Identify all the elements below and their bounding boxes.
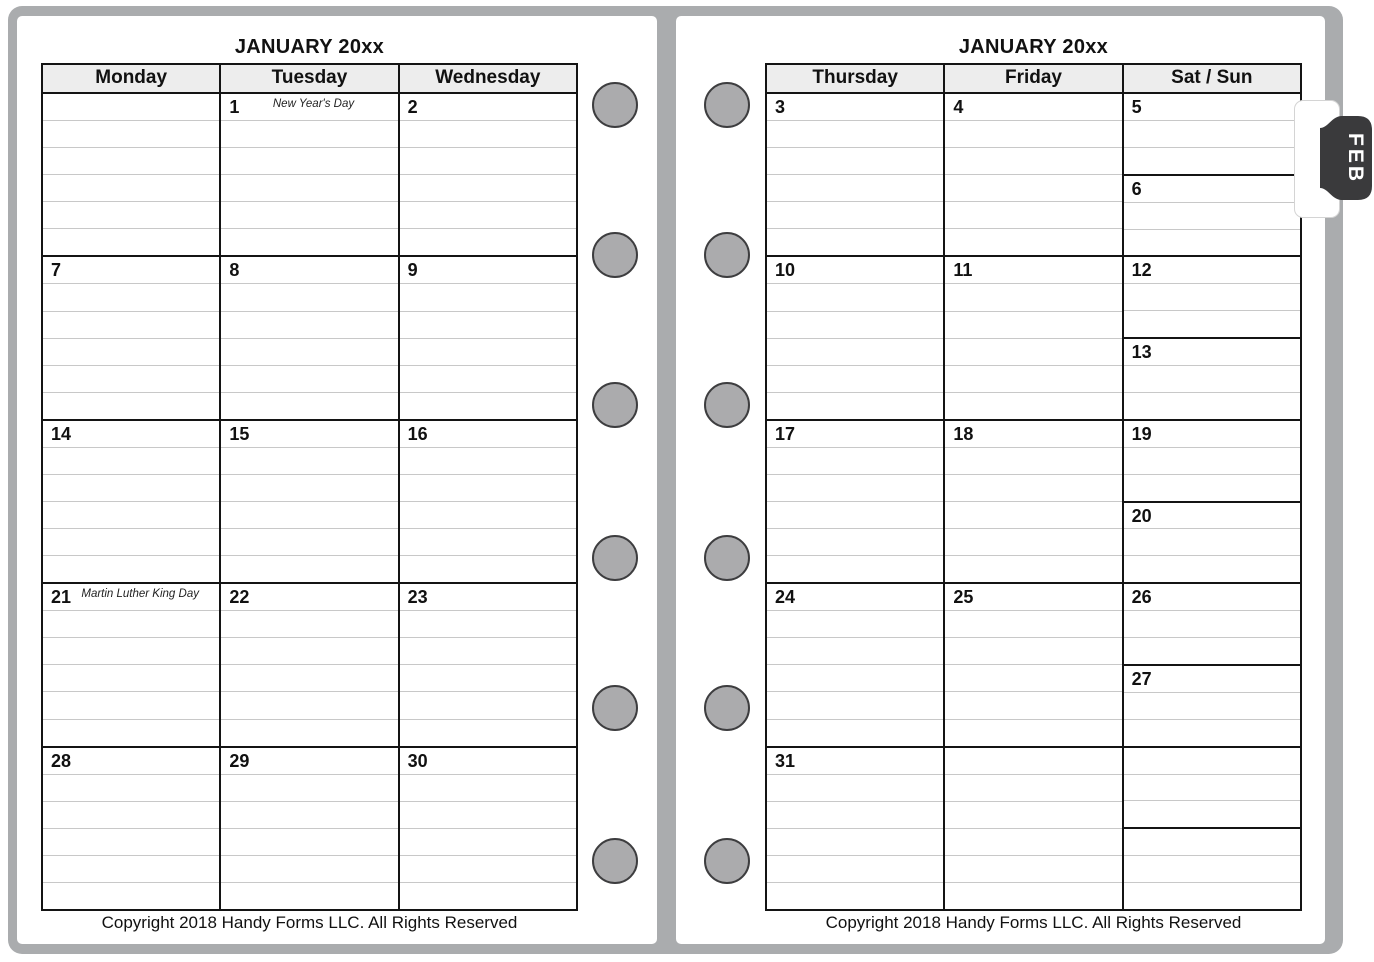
ruled-line: [43, 421, 219, 447]
week-row: [767, 419, 1300, 582]
day-number: 23: [407, 587, 428, 608]
ruled-line: [400, 719, 576, 746]
ruled-line: [767, 147, 943, 174]
ruled-line: [1124, 584, 1300, 610]
ruled-line: [1124, 339, 1300, 365]
ruled-line: [945, 528, 1121, 555]
ruled-line: [221, 338, 397, 365]
day-cell[interactable]: [943, 94, 1121, 255]
satsun-cell[interactable]: [1122, 421, 1300, 582]
ruled-line: [767, 447, 943, 474]
ruled-line: [43, 283, 219, 310]
ruled-line: [1124, 855, 1300, 882]
ruled-line: [945, 174, 1121, 201]
ruled-line: [767, 283, 943, 310]
binder-hole: [592, 232, 638, 278]
ruled-line: [1124, 202, 1300, 229]
ruled-line: [400, 882, 576, 909]
ruled-line: [221, 691, 397, 718]
saturday-half: [1124, 584, 1300, 664]
week-row: [767, 582, 1300, 745]
page-title-right: JANUARY 20xx: [958, 36, 1109, 58]
ruled-line: [221, 528, 397, 555]
week-row: [43, 582, 576, 745]
day-number: 15: [229, 423, 250, 444]
day-cell[interactable]: [398, 94, 576, 255]
copyright-left: Copyright 2018 Handy Forms LLC. All Rights Reserved: [101, 913, 518, 932]
day-number: 9: [407, 260, 418, 281]
ruled-line: [767, 664, 943, 691]
ruled-line: [221, 283, 397, 310]
ruled-line: [43, 447, 219, 474]
ruled-line: [43, 555, 219, 582]
day-number: 7: [51, 260, 62, 281]
day-number: 6: [1131, 178, 1142, 199]
day-number: 5: [1131, 97, 1142, 117]
ruled-line: [1124, 474, 1300, 501]
page-right: [676, 16, 1325, 944]
ruled-line: [767, 174, 943, 201]
ruled-line: [221, 365, 397, 392]
binder-hole: [592, 535, 638, 581]
ruled-line: [43, 748, 219, 774]
ruled-line: [400, 664, 576, 691]
ruled-line: [1124, 610, 1300, 637]
day-number: [945, 748, 953, 751]
ruled-line: [221, 201, 397, 228]
day-cell[interactable]: [219, 421, 397, 582]
sunday-half: [1124, 827, 1300, 909]
day-cell[interactable]: [398, 748, 576, 909]
ruled-line: [400, 392, 576, 419]
ruled-line: [43, 584, 219, 610]
binder-hole: [592, 82, 638, 128]
ruled-line: [43, 147, 219, 174]
ruled-line: [43, 365, 219, 392]
day-cell[interactable]: [43, 421, 219, 582]
satsun-cell[interactable]: [1122, 257, 1300, 418]
ruled-line: [400, 120, 576, 147]
sunday-half: [1124, 337, 1300, 419]
ruled-line: [767, 610, 943, 637]
ruled-line: [767, 501, 943, 528]
ruled-line: [400, 501, 576, 528]
ruled-line: [400, 257, 576, 283]
day-cell[interactable]: [767, 257, 943, 418]
satsun-cell[interactable]: [1122, 748, 1300, 909]
ruled-line: [221, 501, 397, 528]
ruled-line: [43, 201, 219, 228]
ruled-line: [767, 882, 943, 909]
ruled-line: [945, 719, 1121, 746]
ruled-line: [221, 828, 397, 855]
ruled-line: [945, 257, 1121, 283]
ruled-line: [221, 447, 397, 474]
ruled-line: [400, 691, 576, 718]
ruled-line: [1124, 829, 1300, 855]
ruled-line: [221, 748, 397, 774]
ruled-line: [43, 501, 219, 528]
ruled-line: [221, 174, 397, 201]
ruled-line: [767, 719, 943, 746]
ruled-line: [221, 147, 397, 174]
ruled-line: [945, 201, 1121, 228]
day-number: 1: [229, 97, 240, 117]
weekday-header-row-left: [43, 65, 576, 94]
ruled-line: [400, 555, 576, 582]
ruled-line: [945, 120, 1121, 147]
week-row: [767, 746, 1300, 909]
binder-hole: [592, 382, 638, 428]
ruled-line: [43, 228, 219, 255]
ruled-line: [221, 801, 397, 828]
ruled-line: [400, 855, 576, 882]
binder-hole: [704, 382, 750, 428]
day-number: 26: [1131, 587, 1152, 608]
day-number: 13: [1131, 342, 1152, 363]
ruled-line: [43, 257, 219, 283]
ruled-line: [221, 94, 397, 120]
ruled-line: [221, 637, 397, 664]
ruled-line: [945, 774, 1121, 801]
ruled-line: [221, 719, 397, 746]
ruled-line: [43, 774, 219, 801]
ruled-line: [945, 94, 1121, 120]
ruled-line: [945, 338, 1121, 365]
day-cell[interactable]: [219, 584, 397, 745]
sunday-half: [1124, 174, 1300, 256]
ruled-line: [400, 147, 576, 174]
sunday-half: [1124, 664, 1300, 746]
copyright-right: Copyright 2018 Handy Forms LLC. All Rights Reserved: [825, 913, 1242, 932]
ruled-line: [400, 201, 576, 228]
ruled-line: [1124, 176, 1300, 202]
week-row: [43, 255, 576, 418]
ruled-line: [43, 664, 219, 691]
day-cell[interactable]: [943, 257, 1121, 418]
ruled-line: [767, 120, 943, 147]
ruled-line: [945, 610, 1121, 637]
ruled-line: [221, 392, 397, 419]
ruled-line: [400, 338, 576, 365]
ruled-line: [1124, 748, 1300, 774]
ruled-line: [945, 501, 1121, 528]
day-cell[interactable]: [43, 748, 219, 909]
day-number: 20: [1131, 505, 1152, 526]
binder-hole: [704, 685, 750, 731]
ruled-line: [1124, 637, 1300, 664]
ruled-line: [945, 828, 1121, 855]
ruled-line: [400, 421, 576, 447]
ruled-line: [767, 584, 943, 610]
day-cell[interactable]: [43, 257, 219, 418]
ruled-line: [767, 392, 943, 419]
satsun-cell[interactable]: [1122, 94, 1300, 255]
ruled-line: [221, 555, 397, 582]
day-number: [1124, 748, 1132, 751]
saturday-half: [1124, 421, 1300, 501]
day-cell[interactable]: [767, 584, 943, 745]
day-number: 3: [775, 97, 786, 117]
ruled-line: [400, 283, 576, 310]
ruled-line: [767, 311, 943, 338]
ruled-line: [221, 584, 397, 610]
saturday-half: [1124, 748, 1300, 828]
day-number: 22: [229, 587, 250, 608]
day-number: 18: [953, 423, 974, 444]
ruled-line: [1124, 692, 1300, 719]
day-number: 16: [407, 423, 428, 444]
day-number: 10: [775, 260, 796, 281]
ruled-line: [767, 257, 943, 283]
ruled-line: [767, 855, 943, 882]
binder-hole: [592, 838, 638, 884]
week-row: [43, 94, 576, 255]
ruled-line: [221, 774, 397, 801]
feb-month-tab[interactable]: [1320, 114, 1374, 202]
binder-hole: [704, 82, 750, 128]
week-row: [43, 419, 576, 582]
header-wednesday: Wednesday: [398, 65, 576, 92]
day-cell[interactable]: [943, 421, 1121, 582]
day-cell[interactable]: [219, 257, 397, 418]
header-friday: Friday: [943, 65, 1121, 92]
ruled-line: [767, 421, 943, 447]
ruled-line: [1124, 666, 1300, 692]
ruled-line: [400, 637, 576, 664]
day-number: 21: [51, 587, 72, 608]
holiday-note: New Year's Day: [272, 98, 355, 110]
ruled-line: [400, 365, 576, 392]
calendar-grid-left: [41, 63, 578, 911]
ruled-line: [221, 257, 397, 283]
ruled-line: [43, 855, 219, 882]
ruled-line: [1124, 310, 1300, 337]
header-tuesday: Tuesday: [219, 65, 397, 92]
week-row: [767, 255, 1300, 418]
ruled-line: [945, 637, 1121, 664]
day-number: 4: [953, 97, 964, 117]
binder-hole: [704, 232, 750, 278]
ruled-line: [43, 392, 219, 419]
ruled-line: [400, 228, 576, 255]
day-number: [1124, 829, 1132, 832]
ruled-line: [400, 447, 576, 474]
ruled-line: [43, 637, 219, 664]
ruled-line: [1124, 528, 1300, 555]
ruled-line: [767, 774, 943, 801]
ruled-line: [945, 311, 1121, 338]
sunday-half: [1124, 501, 1300, 583]
ruled-line: [945, 584, 1121, 610]
day-number: 24: [775, 587, 796, 608]
binder-hole: [592, 685, 638, 731]
ruled-line: [400, 528, 576, 555]
ruled-line: [1124, 447, 1300, 474]
ruled-line: [767, 691, 943, 718]
ruled-line: [221, 664, 397, 691]
ruled-line: [400, 94, 576, 120]
day-number: 2: [407, 97, 418, 117]
day-number: [43, 94, 51, 97]
ruled-line: [400, 748, 576, 774]
day-cell[interactable]: [767, 94, 943, 255]
ruled-line: [43, 882, 219, 909]
day-cell[interactable]: [398, 257, 576, 418]
ruled-line: [945, 365, 1121, 392]
day-number: 14: [51, 423, 72, 444]
header-satsun: Sat / Sun: [1122, 65, 1300, 92]
header-thursday: Thursday: [812, 67, 898, 88]
ruled-line: [221, 882, 397, 909]
binder-hole: [704, 535, 750, 581]
ruled-line: [221, 228, 397, 255]
calendar-grid-right: [765, 63, 1302, 911]
ruled-line: [767, 801, 943, 828]
ruled-line: [1124, 257, 1300, 283]
ruled-line: [1124, 94, 1300, 120]
ruled-line: [945, 664, 1121, 691]
day-number: 30: [407, 750, 428, 771]
ruled-line: [1124, 392, 1300, 419]
ruled-line: [767, 528, 943, 555]
day-cell[interactable]: [43, 94, 219, 255]
ruled-line: [43, 691, 219, 718]
ruled-line: [1124, 800, 1300, 827]
day-number: 31: [775, 750, 796, 771]
ruled-line: [945, 691, 1121, 718]
ruled-line: [945, 474, 1121, 501]
day-number: 11: [953, 260, 973, 281]
ruled-line: [945, 447, 1121, 474]
ruled-line: [767, 748, 943, 774]
ruled-line: [221, 120, 397, 147]
ruled-line: [767, 474, 943, 501]
ruled-line: [767, 228, 943, 255]
day-cell[interactable]: [43, 584, 219, 745]
feb-tab-label: FEB: [1344, 132, 1367, 184]
day-number: 25: [953, 587, 974, 608]
day-number: 19: [1131, 423, 1152, 444]
ruled-line: [945, 855, 1121, 882]
day-number: 28: [51, 750, 72, 771]
ruled-line: [1124, 719, 1300, 746]
ruled-line: [400, 174, 576, 201]
weeks-right: [767, 94, 1300, 909]
ruled-line: [43, 828, 219, 855]
ruled-line: [767, 338, 943, 365]
ruled-line: [400, 801, 576, 828]
day-number: 27: [1131, 668, 1152, 689]
page-left: [17, 16, 657, 944]
day-cell[interactable]: [219, 94, 397, 255]
satsun-cell[interactable]: [1122, 584, 1300, 745]
day-number: 17: [775, 423, 796, 444]
ruled-line: [767, 828, 943, 855]
day-cell[interactable]: [398, 584, 576, 745]
day-cell[interactable]: [767, 421, 943, 582]
ruled-line: [1124, 365, 1300, 392]
ruled-line: [400, 474, 576, 501]
ruled-line: [945, 421, 1121, 447]
week-row: [43, 746, 576, 909]
ruled-line: [400, 828, 576, 855]
ruled-line: [221, 855, 397, 882]
day-number: 8: [229, 260, 240, 281]
ruled-line: [945, 147, 1121, 174]
page-title-left: JANUARY 20xx: [234, 36, 385, 58]
ruled-line: [945, 392, 1121, 419]
ruled-line: [767, 637, 943, 664]
ruled-line: [221, 474, 397, 501]
day-cell[interactable]: [943, 584, 1121, 745]
ruled-line: [1124, 882, 1300, 909]
ruled-line: [43, 174, 219, 201]
ruled-line: [43, 528, 219, 555]
ruled-line: [945, 228, 1121, 255]
ruled-line: [1124, 120, 1300, 147]
ruled-line: [43, 801, 219, 828]
ruled-line: [221, 610, 397, 637]
day-cell[interactable]: [767, 748, 943, 909]
saturday-half: [1124, 257, 1300, 337]
ruled-line: [1124, 283, 1300, 310]
day-number: 12: [1131, 260, 1152, 281]
day-cell[interactable]: [219, 748, 397, 909]
ruled-line: [43, 94, 219, 120]
weekday-header-row-right: [767, 65, 1300, 94]
day-cell[interactable]: [398, 421, 576, 582]
ruled-line: [1124, 555, 1300, 582]
ruled-line: [1124, 147, 1300, 174]
ruled-line: [43, 338, 219, 365]
ruled-line: [43, 719, 219, 746]
ruled-line: [767, 94, 943, 120]
ruled-line: [221, 311, 397, 338]
ruled-line: [1124, 421, 1300, 447]
ruled-line: [767, 365, 943, 392]
ruled-line: [945, 882, 1121, 909]
ruled-line: [400, 774, 576, 801]
ruled-line: [767, 555, 943, 582]
week-row: [767, 94, 1300, 255]
ruled-line: [400, 610, 576, 637]
header-monday: Monday: [95, 67, 168, 88]
ruled-line: [43, 311, 219, 338]
weeks-left: [43, 94, 576, 909]
ruled-line: [43, 120, 219, 147]
ruled-line: [1124, 503, 1300, 529]
saturday-half: [1124, 94, 1300, 174]
ruled-line: [945, 555, 1121, 582]
binder-hole: [704, 838, 750, 884]
ruled-line: [400, 584, 576, 610]
ruled-line: [945, 748, 1121, 774]
ruled-line: [1124, 774, 1300, 801]
ruled-line: [767, 201, 943, 228]
ruled-line: [221, 421, 397, 447]
holiday-note: Martin Luther King Day: [81, 588, 199, 601]
ruled-line: [43, 474, 219, 501]
day-cell[interactable]: [943, 748, 1121, 909]
ruled-line: [945, 801, 1121, 828]
ruled-line: [400, 311, 576, 338]
ruled-line: [1124, 229, 1300, 256]
day-number: 29: [229, 750, 250, 771]
ruled-line: [43, 610, 219, 637]
ruled-line: [945, 283, 1121, 310]
